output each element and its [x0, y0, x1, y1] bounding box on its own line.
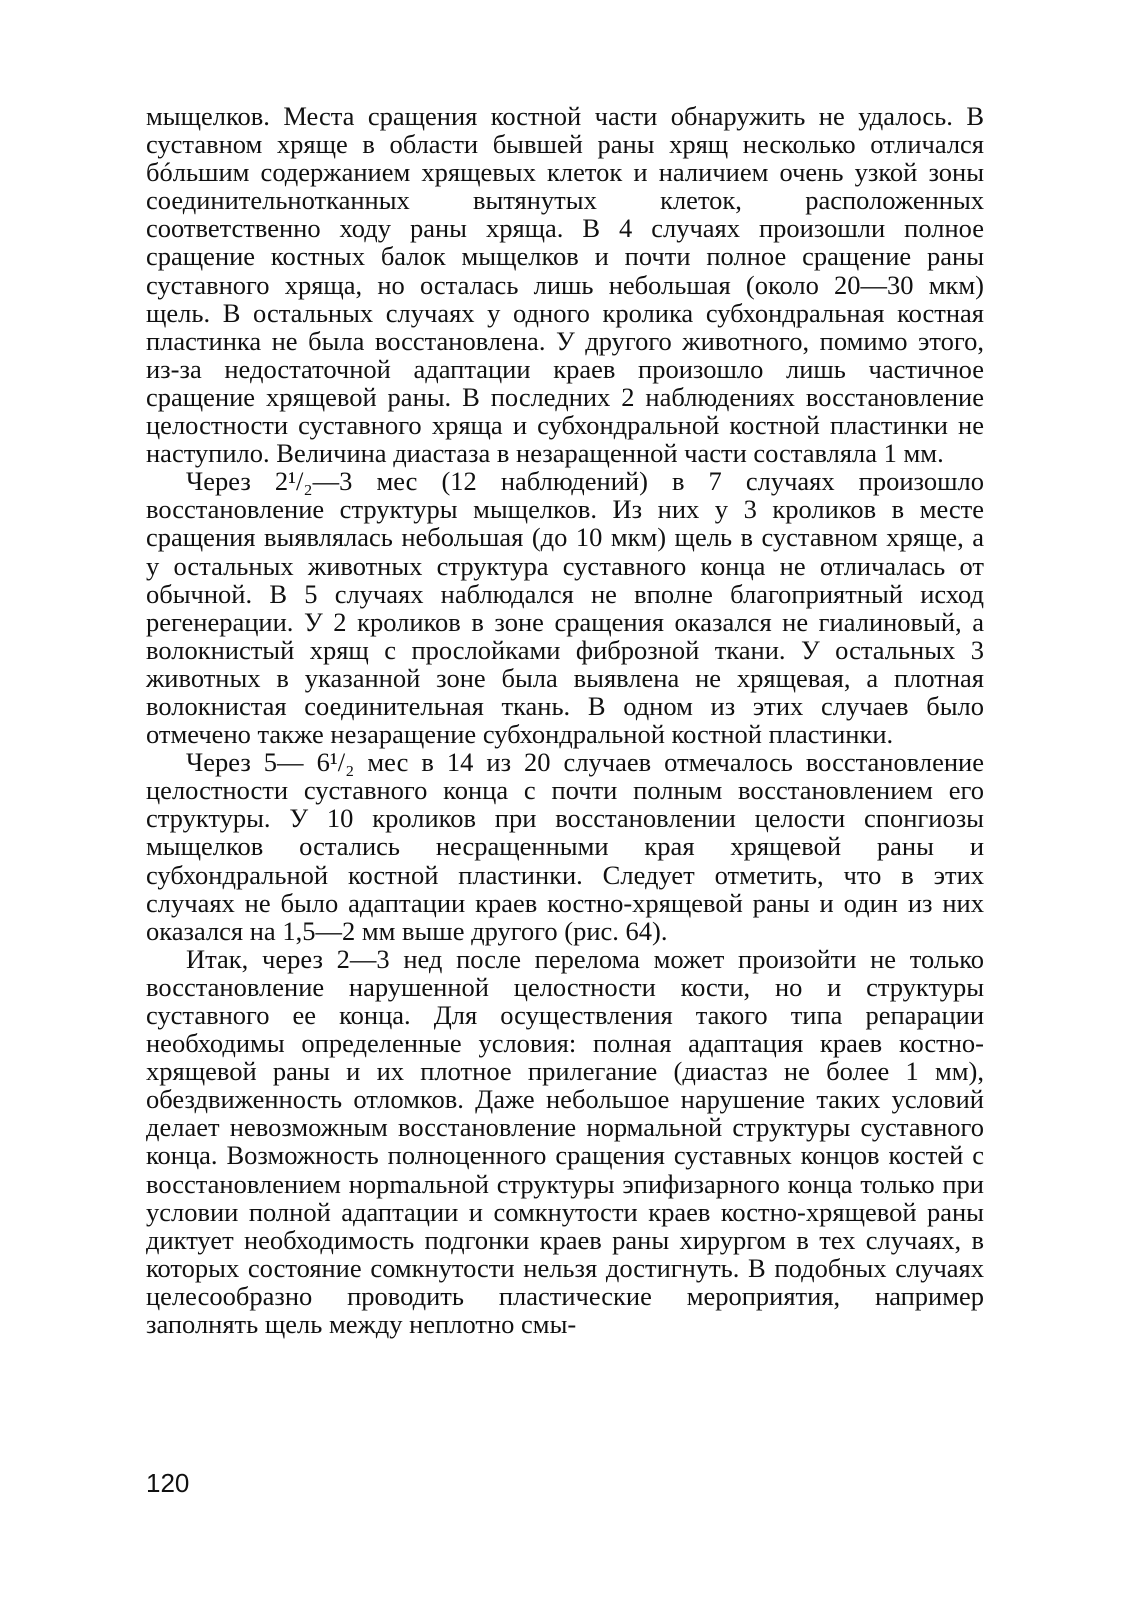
page-number: 120 [146, 1468, 190, 1498]
page-body [146, 102, 984, 1338]
paragraph-1: мыщелков. Места сращения костной части обнаружить не удалось. В суставном хряще в области бывшей раны хрящ несколько отличался бóльшим содержанием хрящевых клеток и наличием очень узкой зоны соединительнотканных вытянутых клеток, расположенных соответственно ходу раны хряща. В 4 случаях произошли полное сращение костных балок мыщелков и почти полное сращение раны суставного хряща, но осталась лишь небольшая (около 20—30 мкм) щель. В остальных случаях у одного кролика субхондральная костная пластинка не была восстановлена. У другого животного, помимо этого, из-за недостаточной адаптации краев произошло лишь частичное сращение хрящевой раны. В последних 2 наблюдениях восстановление целостности суставного хряща и субхондральной костной пластинки не наступило. Величина диастаза в незаращенной части составляла 1 мм. [146, 101, 984, 469]
paragraph-4: Итак, через 2—3 нед после перелома может произойти не только восстановление нарушенной целостности кости, но и структуры суставного ее конца. Для осуществления такого типа репарации необходимы определенные условия: полная адаптация краев костно-хрящевой раны и их плотное прилегание (диастаз не более 1 мм), обездвиженность отломков. Даже небольшое нарушение таких условий делает невозможным восстановление нормальной структуры суставного конца. Возможность полноценного сращения суставных концов костей с восстановлением норmальной структуры эпифизарного конца только при условии полной адаптации и сомкнутости краев костно-хрящевой раны диктует необходимость подгонки краев раны хирургом в тех случаях, в которых состояние сомкнутости нельзя достигнуть. В подобных случаях целесообразно проводить пластические мероприятия, например заполнять щель между неплотно смы- [146, 943, 984, 1340]
paragraph-3: Через 5— 6¹/₂ мес в 14 из 20 случаев отмечалось восстановление целостности суставного конца с почти полным восстановлением его структуры. У 10 кроликов при восстановлении целости спонгиозы мыщелков остались несращенными края хрящевой раны и субхондральной костной пластинки. Следует отметить, что в этих случаях не было адаптации краев костно-хрящевой раны и один из них оказался на 1,5—2 мм выше другого (рис. 64). [146, 747, 984, 946]
paragraph-2: Через 2¹/₂—3 мес (12 наблюдений) в 7 случаях произошло восстановление структуры мыщелков. Из них у 3 кроликов в месте сращения выявлялась небольшая (до 10 мкм) щель в суставном хряще, а у остальных животных структура суставного конца не отличалась от обычной. В 5 случаях наблюдался не вполне благоприятный исход регенерации. У 2 кроликов в зоне сращения оказался не гиалиновый, а волокнистый хрящ с прослойками фиброзной ткани. У остальных 3 животных в указанной зоне была выявлена не хрящевая, а плотная волокнистая соединительная ткань. В одном из этих случаев было отмечено также незаращение субхондральной костной пластинки. [146, 466, 984, 750]
